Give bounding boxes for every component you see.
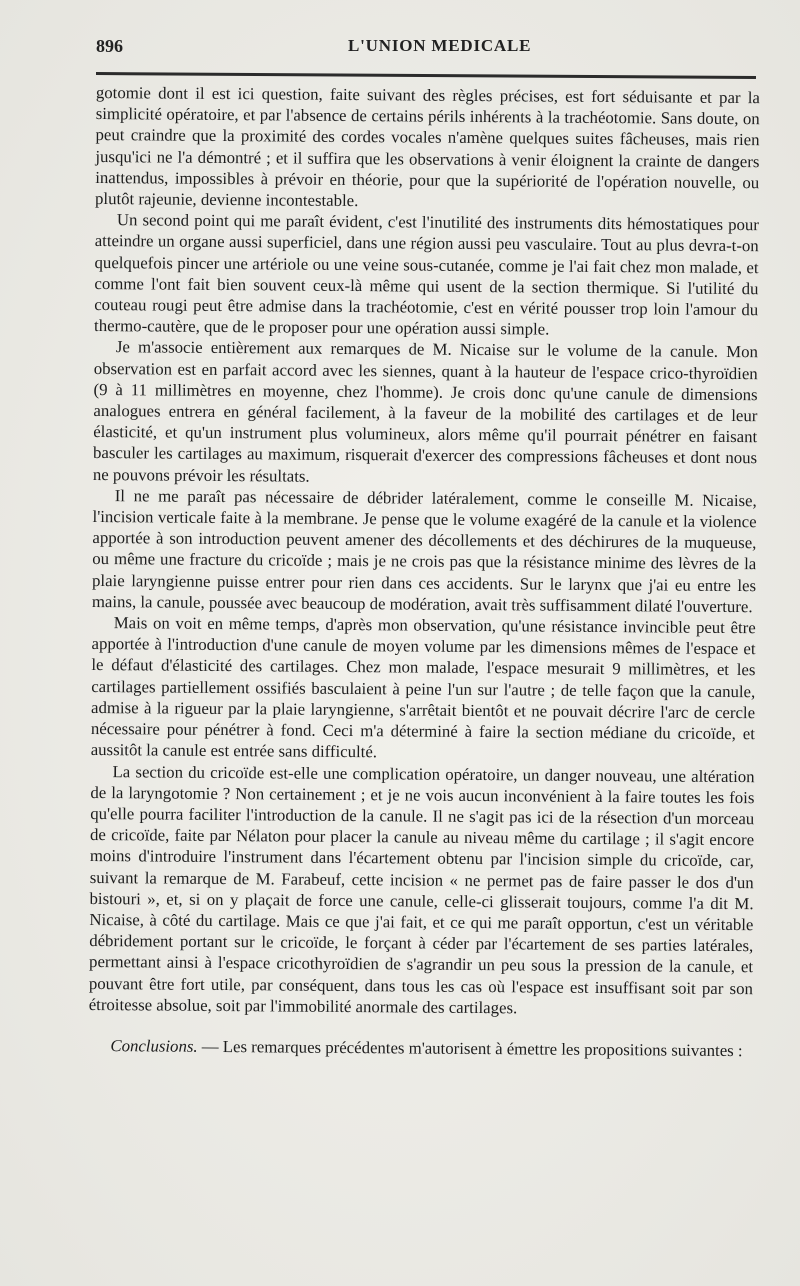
article-body (88, 82, 760, 1061)
paragraph-6: La section du cricoïde est-elle une complication opératoire, un danger nouveau, une altération de la laryngotomie ? Non certainement ; et je ne vois aucun inconvénient à la faire toutes les fois qu'elle pourra faciliter l'introduction de la canule. Il ne s'agit pas ici de la résection d'un morceau de cricoïde, faite par Nélaton pour placer la canule au niveau même du cartilage ; il s'agit encore moins d'introduire l'instrument dans l'écartement obtenu par l'incision simple du cricoïde, car, suivant la remarque de M. Farabeuf, cette incision « ne permet pas de faire passer le dos d'un bistouri », et, si on y plaçait de force une canule, celle-ci glisserait toujours, comme l'a dit M. Nicaise, à côté du cartilage. Mais ce que j'ai fait, et ce qui me paraît opportun, c'est un véritable débridement portant sur le cricoïde, le forçant à céder par l'écartement de ses parties latérales, permettant ainsi à l'espace cricothyroïdien de s'agrandir un peu sous la pression de la canule, et pouvant être fort utile, par conséquent, dans tous les cas où l'espace est insuffisant soit par son étroitesse absolue, soit par l'immobilité anormale des cartilages. (88, 761, 755, 1018)
paragraph-4: Il ne me paraît pas nécessaire de débrider latéralement, comme le conseille M. Nicaise, l'incision verticale faite à la membrane. Je pense que le volume exagéré de la canule et la violence apportée à son introduction peuvent amener des décollements et des déchirures de la muqueuse, ou même une fracture du cricoïde ; mais je ne crois pas que la résistance minime des lèvres de la plaie laryngienne puisse entrer pour rien dans ces accidents. Sur le larynx que j'ai eu entre les mains, la canule, poussée avec beaucoup de modération, avait très suffisamment dilaté l'ouverture. (91, 486, 757, 617)
paragraph-1: gotomie dont il est ici question, faite suivant des règles précises, est fort séduisante et par la simplicité opératoire, et par l'absence de certains périls inhérents à la trachéotomie. Sans doute, on peut craindre que la proximité des cordes vocales n'amène quelques suites fâcheuses, mais rien jusqu'ici ne l'a démontré ; et il suffira que les observations à venir éloignent la crainte de dangers inattendus, impossibles à prévoir en théorie, pour que la supériorité de l'opération nouvelle, ou plutôt rajeunie, devienne incontestable. (95, 82, 760, 211)
running-title: L'UNION MEDICALE (348, 36, 532, 55)
conclusions-text: — Les remarques précédentes m'autorisent à émettre les propositions suivantes : (197, 1036, 743, 1061)
header-rule (96, 72, 756, 79)
page-number: 896 (96, 36, 123, 56)
paragraph-3: Je m'associe entièrement aux remarques de M. Nicaise sur le volume de la canule. Mon observation est en parfait accord avec les siennes, quant à la hauteur de l'espace crico-thyroïdien (9 à 11 millimètres en moyenne, chez l'homme). Je crois donc qu'une canule de dimensions analogues entrera en général facilement, à la faveur de la mobilité des cartilages et de leur élasticité, et qu'un instrument plus volumineux, alors même qu'il pourrait pénétrer en faisant basculer les cartilages au maximum, risquerait d'exercer des compressions fâcheuses et dont nous ne pouvons prévoir les résultats. (92, 337, 758, 486)
paragraph-5: Mais on voit en même temps, d'après mon observation, qu'une résistance invincible peut être apportée à l'introduction d'une canule de moyen volume par les dimensions mêmes de l'espace et le défaut d'élasticité des cartilages. Chez mon malade, l'espace mesurait 9 millimètres, et les cartilages partiellement ossifiés basculaient à peine l'un sur l'autre ; de telle façon que la canule, admise à la rigueur par la plaie laryngienne, s'arrêtait bientôt et ne pouvait décrire l'arc de cercle nécessaire pour pénétrer à fond. Ceci m'a déterminé à faire la section médiane du cricoïde, et aussitôt la canule est entrée sans difficulté. (90, 613, 756, 762)
page-header (96, 36, 756, 60)
conclusions-paragraph (88, 1035, 752, 1061)
paragraph-2: Un second point qui me paraît évident, c'est l'inutilité des instruments dits hémostatiques pour atteindre un organe aussi superficiel, dans une région aussi peu vasculaire. Tout au plus devra-t-on quelquefois pincer une artériole ou une veine sous-cutanée, comme je l'ai fait chez mon malade, et comme l'ont fait bien souvent ceux-là même qui usent de la section thermique. Si l'utilité du couteau rougi peut être admise dans la trachéotomie, c'est en vérité pousser trop loin l'amour du thermo-cautère, que de le proposer pour une opération aussi simple. (94, 210, 759, 339)
conclusions-label: Conclusions. (110, 1036, 198, 1056)
